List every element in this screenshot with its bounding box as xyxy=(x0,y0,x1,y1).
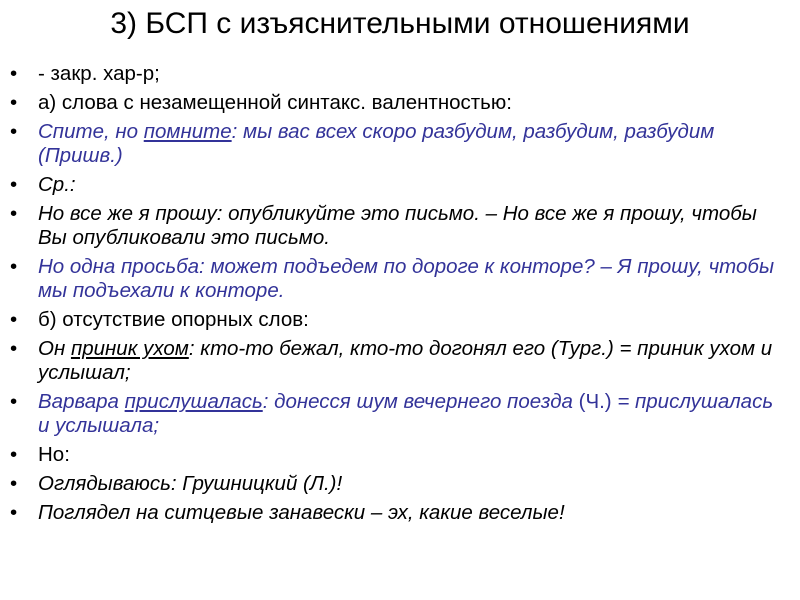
bullet-marker: • xyxy=(10,120,18,143)
bullet-text-segment: : донесся шум вечернего поезда xyxy=(262,390,579,413)
bullet-item xyxy=(10,337,790,385)
bullet-marker: • xyxy=(10,173,18,196)
bullet-item xyxy=(10,255,790,303)
bullet-marker: • xyxy=(10,62,18,85)
bullet-list xyxy=(10,62,790,530)
bullet-item xyxy=(10,202,790,250)
bullet-text-segment: Ср.: xyxy=(38,173,76,196)
bullet-marker: • xyxy=(10,472,18,495)
bullet-text-segment: б) отсутствие опорных слов: xyxy=(38,308,309,331)
bullet-marker: • xyxy=(10,91,18,114)
bullet-marker: • xyxy=(10,255,18,278)
bullet-text-segment: Оглядываюсь: Грушницкий (Л.)! xyxy=(38,472,343,495)
bullet-text-segment: Но: xyxy=(38,443,70,466)
bullet-text-segment: а) слова с незамещенной синтакс. валентностью: xyxy=(38,91,512,114)
bullet-text-segment: прислушалась xyxy=(124,390,263,413)
bullet-text-segment: - закр. хар-р; xyxy=(38,62,160,85)
bullet-item xyxy=(10,472,790,496)
bullet-item xyxy=(10,390,790,438)
bullet-text-segment: Варвара xyxy=(38,390,125,413)
bullet-item xyxy=(10,501,790,525)
bullet-item xyxy=(10,443,790,467)
bullet-item xyxy=(10,62,790,86)
bullet-text-segment: = прислушалась и услышала; xyxy=(38,390,774,437)
slide-title: 3) БСП с изъяснительными отношениями xyxy=(110,7,690,40)
bullet-text-segment: Но все же я прошу: опубликуйте это письмо. – Но все же я прошу, чтобы Вы опубликовали это письмо. xyxy=(38,202,757,249)
bullet-text-segment: (Ч.) xyxy=(578,390,612,413)
bullet-text-segment: : мы вас всех скоро разбудим, разбудим, разбудим (Пришв.) xyxy=(38,120,715,167)
bullet-text-segment: : кто-то бежал, кто-то догонял его (Тург.) = приник ухом и услышал; xyxy=(38,337,773,384)
bullet-item xyxy=(10,120,790,168)
bullet-marker: • xyxy=(10,337,18,360)
bullet-text-segment: Поглядел на ситцевые занавески – эх, какие веселые! xyxy=(38,501,565,524)
bullet-text-segment: приник ухом xyxy=(70,337,189,360)
bullet-text-segment: Он xyxy=(38,337,71,360)
bullet-marker: • xyxy=(10,308,18,331)
bullet-marker: • xyxy=(10,390,18,413)
bullet-item xyxy=(10,173,790,197)
bullet-text-segment: Спите, но xyxy=(38,120,144,143)
bullet-text-segment: Но одна просьба: может подъедем по дороге к конторе? – Я прошу, чтобы мы подъехали к конторе. xyxy=(38,255,775,302)
bullet-item xyxy=(10,308,790,332)
bullet-text-segment: помните xyxy=(143,120,232,143)
bullet-marker: • xyxy=(10,443,18,466)
bullet-marker: • xyxy=(10,202,18,225)
bullet-marker: • xyxy=(10,501,18,524)
bullet-item xyxy=(10,91,790,115)
